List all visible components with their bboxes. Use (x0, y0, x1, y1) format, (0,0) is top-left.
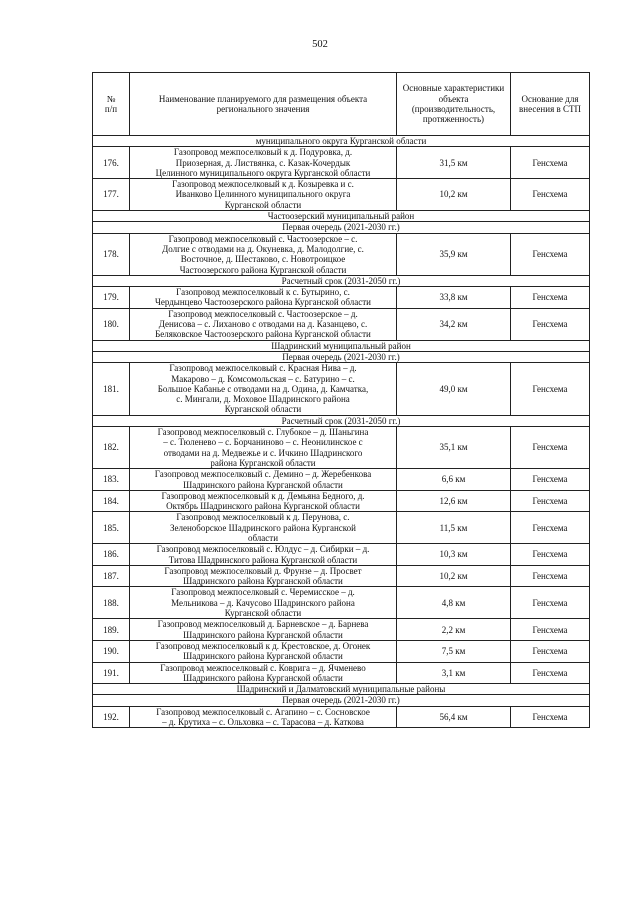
table-row (93, 512, 590, 544)
row-number: 180. (93, 308, 130, 340)
header-basis: Основание для внесения в СТП (511, 73, 590, 136)
section-row (93, 695, 590, 706)
basis-value: Генсхема (511, 706, 590, 728)
page-number: 502 (312, 39, 328, 50)
object-name: Газопровод межпоселковый с. Агапино – с. Сосновское – д. Крутиха – с. Ольховка – с. Тарасова – д. Каткова (130, 706, 397, 728)
object-name: Газопровод межпоселковый с. Демино – д. Жеребенкова Шадринского района Курганской области (130, 469, 397, 491)
row-number: 187. (93, 565, 130, 587)
table-row (93, 233, 590, 275)
row-number: 185. (93, 512, 130, 544)
object-name: Газопровод межпоселковый с. Глубокое – д. Шаньгина – с. Тюленево – с. Борчаниново – с. Неонилинское с отводами на д. Медвежье и с. Ичкино Шадринского района Курганской области (130, 427, 397, 469)
section-title: Шадринский муниципальный район (93, 340, 590, 351)
basis-value: Генсхема (511, 363, 590, 415)
table-body (93, 136, 590, 728)
section-row (93, 415, 590, 426)
object-name: Газопровод межпоселковый к д. Козыревка и с. Иванково Целинного муниципального округа Курганской области (130, 179, 397, 211)
section-row (93, 275, 590, 286)
length-value: 49,0 км (397, 363, 511, 415)
object-name: Газопровод межпоселковый с. Коврига – д. Ячменево Шадринского района Курганской области (130, 662, 397, 684)
basis-value: Генсхема (511, 308, 590, 340)
basis-value: Генсхема (511, 619, 590, 641)
table-row (93, 469, 590, 491)
row-number: 191. (93, 662, 130, 684)
length-value: 3,1 км (397, 662, 511, 684)
section-title: Частоозерский муниципальный район (93, 211, 590, 222)
basis-value: Генсхема (511, 147, 590, 179)
table-row (93, 565, 590, 587)
length-value: 7,5 км (397, 640, 511, 662)
basis-value: Генсхема (511, 287, 590, 309)
basis-value: Генсхема (511, 427, 590, 469)
table-row (93, 147, 590, 179)
row-number: 188. (93, 587, 130, 619)
basis-value: Генсхема (511, 640, 590, 662)
section-title: Первая очередь (2021-2030 гг.) (93, 222, 590, 233)
row-number: 184. (93, 490, 130, 512)
length-value: 35,9 км (397, 233, 511, 275)
section-row (93, 684, 590, 695)
object-name: Газопровод межпоселковый к д. Демьяна Бедного, д. Октябрь Шадринского района Курганской области (130, 490, 397, 512)
object-name: Газопровод межпоселковый д. Барневское – д. Барнева Шадринского района Курганской области (130, 619, 397, 641)
row-number: 181. (93, 363, 130, 415)
length-value: 2,2 км (397, 619, 511, 641)
object-name: Газопровод межпоселковый к с. Бутырино, с. Чердынцево Частоозерского района Курганской области (130, 287, 397, 309)
basis-value: Генсхема (511, 544, 590, 566)
length-value: 6,6 км (397, 469, 511, 491)
length-value: 35,1 км (397, 427, 511, 469)
length-value: 34,2 км (397, 308, 511, 340)
table-row (93, 308, 590, 340)
object-name: Газопровод межпоселковый с. Красная Нива – д. Макарово – д. Комсомольская – с. Батурино – с. Большое Кабанье с отводами на д. Одина, д. Камчатка, с. Мингали, д. Моховое Шадринского района Курганской области (130, 363, 397, 415)
section-title: Расчетный срок (2031-2050 гг.) (93, 275, 590, 286)
length-value: 12,6 км (397, 490, 511, 512)
length-value: 10,3 км (397, 544, 511, 566)
planned-objects-table (92, 72, 590, 728)
basis-value: Генсхема (511, 233, 590, 275)
table-row (93, 287, 590, 309)
row-number: 192. (93, 706, 130, 728)
object-name: Газопровод межпоселковый с. Черемисское – д. Мельникова – д. Качусово Шадринского района Курганской области (130, 587, 397, 619)
row-number: 190. (93, 640, 130, 662)
length-value: 4,8 км (397, 587, 511, 619)
length-value: 11,5 км (397, 512, 511, 544)
basis-value: Генсхема (511, 469, 590, 491)
basis-value: Генсхема (511, 587, 590, 619)
row-number: 176. (93, 147, 130, 179)
basis-value: Генсхема (511, 565, 590, 587)
row-number: 183. (93, 469, 130, 491)
object-name: Газопровод межпоселковый с. Частоозерское – с. Долгие с отводами на д. Окуневка, д. Малодолгие, с. Восточное, д. Шестаково, с. Новотроицкое Частоозерского района Курганской области (130, 233, 397, 275)
header-object-name: Наименование планируемого для размещения объекта регионального значения (130, 73, 397, 136)
row-number: 182. (93, 427, 130, 469)
table-row (93, 587, 590, 619)
table-row (93, 179, 590, 211)
basis-value: Генсхема (511, 490, 590, 512)
object-name: Газопровод межпоселковый к д. Перунова, с. Зеленоборское Шадринского района Курганской области (130, 512, 397, 544)
length-value: 31,5 км (397, 147, 511, 179)
table-row (93, 363, 590, 415)
length-value: 33,8 км (397, 287, 511, 309)
length-value: 56,4 км (397, 706, 511, 728)
section-row (93, 222, 590, 233)
row-number: 186. (93, 544, 130, 566)
section-row (93, 340, 590, 351)
basis-value: Генсхема (511, 512, 590, 544)
header-number: № п/п (93, 73, 130, 136)
length-value: 10,2 км (397, 179, 511, 211)
object-name: Газопровод межпоселковый с. Юлдус – д. Сибирки – д. Титова Шадринского района Курганской области (130, 544, 397, 566)
section-title: Первая очередь (2021-2030 гг.) (93, 695, 590, 706)
basis-value: Генсхема (511, 179, 590, 211)
table-row (93, 640, 590, 662)
object-name: Газопровод межпоселковый к д. Подуровка, д. Приозерная, д. Листвянка, с. Казак-Кочердык Целинного муниципального округа Курганской области (130, 147, 397, 179)
basis-value: Генсхема (511, 662, 590, 684)
section-title: Шадринский и Далматовский муниципальные районы (93, 684, 590, 695)
length-value: 10,2 км (397, 565, 511, 587)
section-row (93, 351, 590, 362)
object-name: Газопровод межпоселковый д. Фрунзе – д. Просвет Шадринского района Курганской области (130, 565, 397, 587)
section-title: муниципального округа Курганской области (93, 136, 590, 147)
section-row (93, 211, 590, 222)
section-title: Расчетный срок (2031-2050 гг.) (93, 415, 590, 426)
object-name: Газопровод межпоселковый с. Частоозерское – д. Денисова – с. Лиханово с отводами на д. Казанцево, с. Беляковское Частоозерского района Курганской области (130, 308, 397, 340)
row-number: 189. (93, 619, 130, 641)
table-row (93, 619, 590, 641)
row-number: 178. (93, 233, 130, 275)
table-row (93, 427, 590, 469)
table-row (93, 490, 590, 512)
section-row (93, 136, 590, 147)
table-row (93, 706, 590, 728)
row-number: 177. (93, 179, 130, 211)
table-header-row (93, 73, 590, 136)
table-row (93, 662, 590, 684)
row-number: 179. (93, 287, 130, 309)
table-row (93, 544, 590, 566)
object-name: Газопровод межпоселковый к д. Крестовское, д. Огонек Шадринского района Курганской области (130, 640, 397, 662)
header-characteristics: Основные характеристики объекта (производительность, протяженность) (397, 73, 511, 136)
section-title: Первая очередь (2021-2030 гг.) (93, 351, 590, 362)
